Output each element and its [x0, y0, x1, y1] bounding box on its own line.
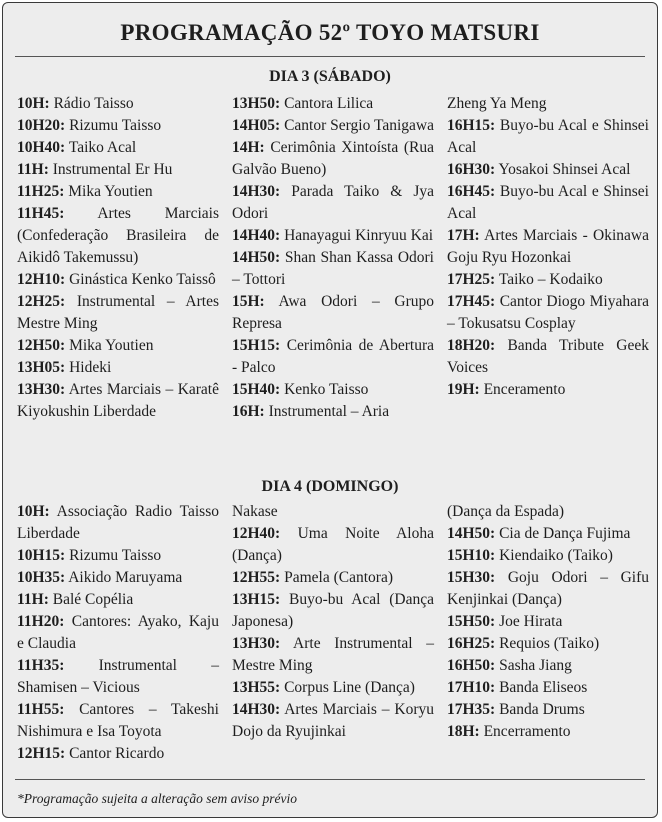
- schedule-entry: [232, 633, 434, 677]
- entry-time: 17H45:: [447, 293, 496, 310]
- schedule-entry: [17, 181, 219, 203]
- schedule-entry: [447, 379, 649, 401]
- entry-text: Cantores – Takeshi Nishimura e Isa Toyota: [17, 701, 219, 740]
- entry-text: Banda Drums: [495, 701, 585, 718]
- entry-time: 16H25:: [447, 635, 496, 652]
- entry-text: Arte Instrumental – Mestre Ming: [232, 635, 434, 674]
- entry-time: 10H15:: [17, 547, 66, 564]
- schedule-entry: [17, 589, 219, 611]
- day4-column-3: [447, 501, 649, 743]
- schedule-entry: [447, 501, 649, 523]
- schedule-entry: [17, 335, 219, 357]
- schedule-entry: [447, 181, 649, 225]
- entry-time: 13H30:: [232, 635, 281, 652]
- entry-time: 14H50:: [447, 525, 496, 542]
- title-divider: [15, 56, 645, 57]
- schedule-entry: [232, 181, 434, 225]
- schedule-entry: [447, 269, 649, 291]
- schedule-entry: [17, 93, 219, 115]
- entry-time: 10H:: [17, 503, 50, 520]
- schedule-entry: [17, 203, 219, 269]
- entry-text: Cantor Diogo Miyahara – Tokusatsu Cosplay: [447, 293, 649, 332]
- entry-text: Pamela (Cantora): [280, 569, 393, 586]
- entry-text: Artes Marciais (Confederação Brasileira de Aikidô Takemussu): [17, 205, 219, 266]
- entry-text: Kenko Taisso: [280, 381, 369, 398]
- schedule-entry: [17, 379, 219, 423]
- entry-text: Yosakoi Shinsei Acal: [495, 161, 631, 178]
- entry-time: 17H10:: [447, 679, 496, 696]
- entry-text: Instrumental – Aria: [264, 403, 390, 420]
- entry-time: 14H50:: [232, 249, 281, 266]
- entry-time: 12H50:: [17, 337, 66, 354]
- day4-column-1: [17, 501, 219, 765]
- entry-time: 10H35:: [17, 569, 66, 586]
- entry-text: Encerramento: [479, 723, 571, 740]
- entry-time: 13H30:: [17, 381, 66, 398]
- entry-text: Instrumental Er Hu: [48, 161, 173, 178]
- schedule-entry: [17, 545, 219, 567]
- entry-time: 17H:: [447, 227, 480, 244]
- schedule-entry: [232, 501, 434, 523]
- schedule-entry: [17, 291, 219, 335]
- schedule-entry: [447, 721, 649, 743]
- entry-text: Hanayagui Kinryuu Kai: [280, 227, 434, 244]
- entry-text: Parada Taiko & Jya Odori: [232, 183, 434, 222]
- entry-text: Rizumu Taisso: [65, 117, 162, 134]
- entry-time: 12H15:: [17, 745, 66, 762]
- schedule-entry: [17, 743, 219, 765]
- entry-text: Cantores: Ayako, Kaju e Claudia: [17, 613, 219, 652]
- page-title: PROGRAMAÇÃO 52º TOYO MATSURI: [120, 20, 540, 45]
- entry-time: 12H40:: [232, 525, 281, 542]
- entry-time: 19H:: [447, 381, 480, 398]
- entry-time: 18H:: [447, 723, 480, 740]
- entry-time: 15H30:: [447, 569, 496, 586]
- schedule-entry: [447, 335, 649, 379]
- entry-time: 15H:: [232, 293, 265, 310]
- entry-time: 11H:: [17, 161, 49, 178]
- schedule-entry: [447, 545, 649, 567]
- entry-text: Buyo-bu Acal e Shinsei Acal: [447, 117, 649, 156]
- schedule-entry: [232, 523, 434, 567]
- entry-time: 15H10:: [447, 547, 496, 564]
- entry-time: 16H:: [232, 403, 265, 420]
- schedule-entry: [17, 269, 219, 291]
- entry-text: Sasha Jiang: [495, 657, 572, 674]
- day3-column-2: [232, 93, 434, 423]
- entry-text: Uma Noite Aloha (Dança): [232, 525, 434, 564]
- day3-column-1: [17, 93, 219, 423]
- schedule-entry: [17, 357, 219, 379]
- entry-time: 13H50:: [232, 95, 281, 112]
- entry-text: Banda Tribute Geek Voices: [447, 337, 649, 376]
- schedule-entry: [447, 655, 649, 677]
- footnote: *Programação sujeita a alteração sem aviso prévio: [17, 791, 297, 806]
- entry-text: Taiko – Kodaiko: [495, 271, 603, 288]
- entry-time: 11H:: [17, 591, 49, 608]
- entry-text: Corpus Line (Dança): [280, 679, 415, 696]
- entry-text: Nakase: [232, 503, 278, 520]
- entry-text: Mika Youtien: [65, 337, 154, 354]
- entry-text: Enceramento: [479, 381, 566, 398]
- entry-text: Cerimônia de Abertura - Palco: [232, 337, 434, 376]
- entry-time: 10H40:: [17, 139, 66, 156]
- schedule-panel: [2, 2, 658, 818]
- entry-text: Cantor Sergio Tanigawa: [280, 117, 434, 134]
- schedule-entry: [447, 291, 649, 335]
- schedule-entry: [232, 225, 434, 247]
- entry-time: 12H10:: [17, 271, 66, 288]
- day4-column-2: [232, 501, 434, 743]
- entry-text: Hideki: [65, 359, 112, 376]
- entry-time: 13H15:: [232, 591, 281, 608]
- entry-text: Requios (Taiko): [495, 635, 600, 652]
- entry-text: Joe Hirata: [495, 613, 563, 630]
- entry-time: 14H30:: [232, 183, 281, 200]
- entry-text: Cia de Dança Fujima: [495, 525, 631, 542]
- schedule-entry: [447, 159, 649, 181]
- entry-time: 11H25:: [17, 183, 65, 200]
- entry-text: Banda Eliseos: [495, 679, 588, 696]
- day3-heading: DIA 3 (SÁBADO): [269, 68, 391, 85]
- schedule-entry: [447, 115, 649, 159]
- entry-time: 11H20:: [17, 613, 65, 630]
- entry-time: 11H45:: [17, 205, 65, 222]
- entry-time: 14H:: [232, 139, 265, 156]
- entry-text: Artes Marciais – Koryu Dojo da Ryujinkai: [232, 701, 434, 740]
- entry-text: Kiendaiko (Taiko): [495, 547, 613, 564]
- entry-text: Mika Youtien: [64, 183, 153, 200]
- entry-text: (Dança da Espada): [447, 503, 565, 520]
- schedule-entry: [232, 93, 434, 115]
- schedule-entry: [17, 501, 219, 545]
- entry-text: Taiko Acal: [65, 139, 137, 156]
- schedule-entry: [447, 677, 649, 699]
- entry-time: 15H15:: [232, 337, 281, 354]
- entry-text: Rizumu Taisso: [65, 547, 162, 564]
- entry-text: Cantor Ricardo: [65, 745, 165, 762]
- day4-heading: DIA 4 (DOMINGO): [261, 478, 399, 495]
- schedule-entry: [17, 567, 219, 589]
- schedule-entry: [232, 589, 434, 633]
- schedule-entry: [17, 655, 219, 699]
- entry-text: Cantora Lilica: [280, 95, 374, 112]
- entry-time: 10H:: [17, 95, 50, 112]
- entry-time: 13H05:: [17, 359, 66, 376]
- entry-time: 18H20:: [447, 337, 496, 354]
- schedule-entry: [447, 699, 649, 721]
- schedule-entry: [17, 699, 219, 743]
- entry-text: Associação Radio Taisso Liberdade: [17, 503, 219, 542]
- entry-text: Balé Copélia: [48, 591, 134, 608]
- schedule-entry: [447, 611, 649, 633]
- entry-time: 17H35:: [447, 701, 496, 718]
- entry-text: Awa Odori – Grupo Represa: [232, 293, 434, 332]
- entry-time: 14H40:: [232, 227, 281, 244]
- schedule-entry: [447, 523, 649, 545]
- schedule-entry: [232, 699, 434, 743]
- schedule-entry: [232, 137, 434, 181]
- schedule-entry: [447, 567, 649, 611]
- entry-time: 12H55:: [232, 569, 281, 586]
- entry-time: 10H20:: [17, 117, 66, 134]
- entry-text: Buyo-bu Acal e Shinsei Acal: [447, 183, 649, 222]
- entry-text: Buyo-bu Acal (Dança Japonesa): [232, 591, 434, 630]
- entry-time: 16H15:: [447, 117, 496, 134]
- entry-text: Artes Marciais - Okinawa Goju Ryu Hozonkai: [447, 227, 649, 266]
- schedule-entry: [17, 611, 219, 655]
- schedule-entry: [17, 115, 219, 137]
- schedule-entry: [447, 633, 649, 655]
- entry-time: 12H25:: [17, 293, 66, 310]
- schedule-entry: [232, 677, 434, 699]
- schedule-entry: [232, 115, 434, 137]
- entry-text: Artes Marciais – Karatê Kiyokushin Liberdade: [17, 381, 219, 420]
- footnote-divider: [15, 779, 645, 780]
- schedule-entry: [232, 247, 434, 291]
- entry-time: 11H55:: [17, 701, 65, 718]
- schedule-entry: [447, 93, 649, 115]
- entry-time: 15H50:: [447, 613, 496, 630]
- entry-text: Shan Shan Kassa Odori – Tottori: [232, 249, 434, 288]
- schedule-entry: [232, 291, 434, 335]
- entry-time: 16H45:: [447, 183, 496, 200]
- entry-text: Instrumental – Artes Mestre Ming: [17, 293, 219, 332]
- entry-time: 16H50:: [447, 657, 496, 674]
- entry-text: Zheng Ya Meng: [447, 95, 547, 112]
- entry-time: 15H40:: [232, 381, 281, 398]
- entry-text: Rádio Taisso: [49, 95, 134, 112]
- entry-text: Instrumental – Shamisen – Vicious: [17, 657, 219, 696]
- entry-time: 13H55:: [232, 679, 281, 696]
- schedule-entry: [232, 335, 434, 379]
- entry-time: 14H30:: [232, 701, 281, 718]
- entry-time: 16H30:: [447, 161, 496, 178]
- schedule-entry: [232, 401, 434, 423]
- schedule-entry: [17, 137, 219, 159]
- schedule-entry: [232, 567, 434, 589]
- entry-time: 11H35:: [17, 657, 65, 674]
- schedule-entry: [447, 225, 649, 269]
- entry-text: Ginástica Kenko Taissô: [65, 271, 216, 288]
- entry-text: Aikido Maruyama: [65, 569, 183, 586]
- entry-time: 14H05:: [232, 117, 281, 134]
- entry-text: Goju Odori – Gifu Kenjinkai (Dança): [447, 569, 649, 608]
- entry-time: 17H25:: [447, 271, 496, 288]
- day3-column-3: [447, 93, 649, 401]
- entry-text: Cerimônia Xintoísta (Rua Galvão Bueno): [232, 139, 434, 178]
- schedule-entry: [232, 379, 434, 401]
- schedule-entry: [17, 159, 219, 181]
